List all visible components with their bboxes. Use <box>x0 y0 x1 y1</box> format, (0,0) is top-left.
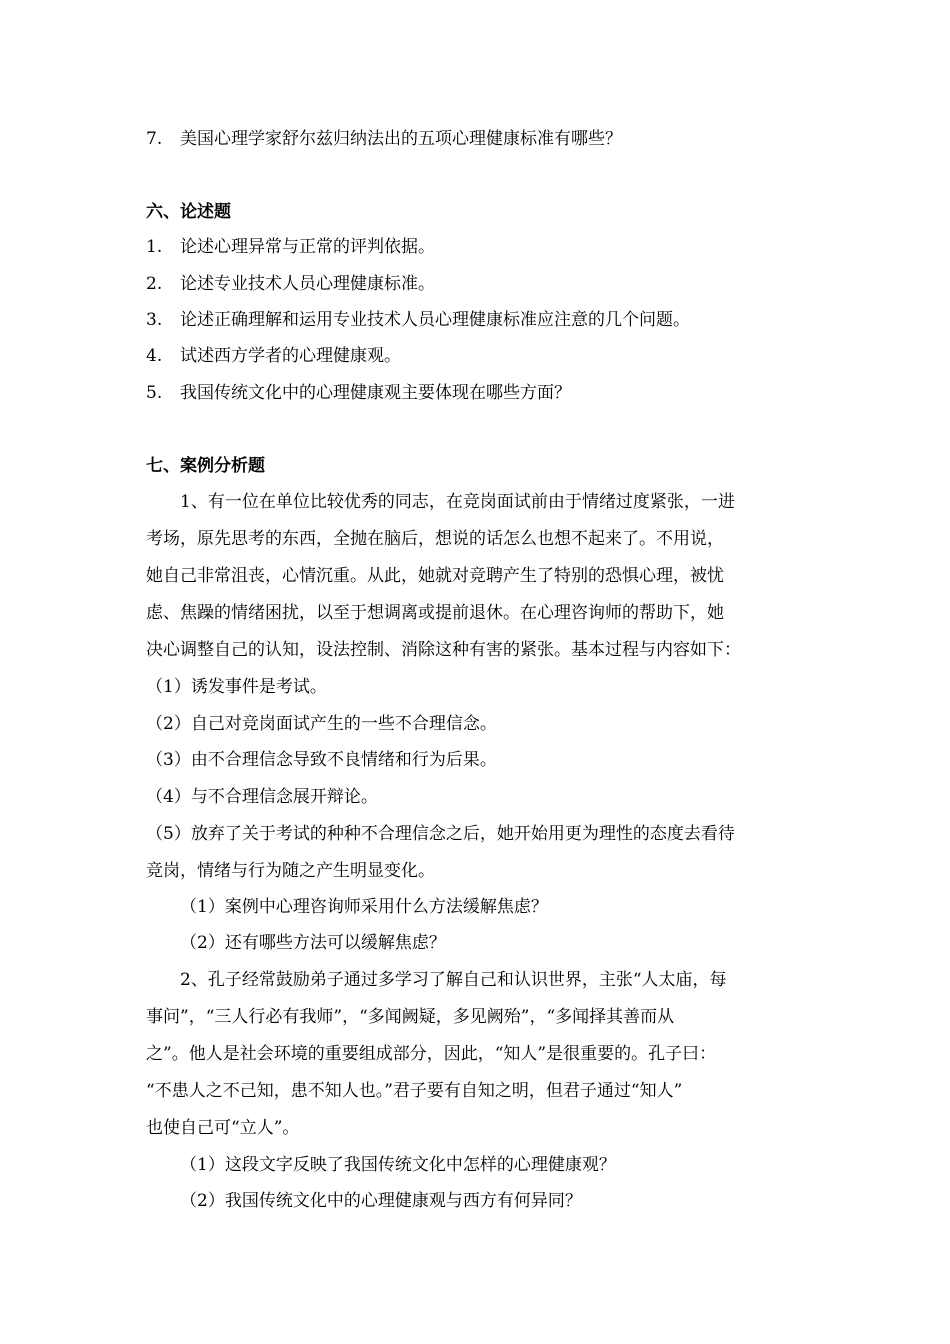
essay-item <box>146 309 690 331</box>
case1-step: （3）由不合理信念导致不良情绪和行为后果。 <box>146 750 497 770</box>
case2-line: 也使自己可“立人”。 <box>146 1118 300 1138</box>
item-text: 论述心理异常与正常的评判依据。 <box>180 237 435 257</box>
case1-step: （5）放弃了关于考试的种种不合理信念之后，她开始用更为理性的态度去看待 <box>146 824 735 844</box>
case1-step: （4）与不合理信念展开辩论。 <box>146 787 378 807</box>
case1-question: （1）案例中心理咨询师采用什么方法缓解焦虑？ <box>180 897 548 917</box>
item-text: 我国传统文化中的心理健康观主要体现在哪些方面？ <box>180 383 571 403</box>
item-text: 论述正确理解和运用专业技术人员心理健康标准应注意的几个问题。 <box>180 310 690 330</box>
case1-line: 她自己非常沮丧，心情沉重。从此，她就对竞聘产生了特别的恐惧心理，被忧 <box>146 566 724 586</box>
item-number: 1. <box>146 237 163 257</box>
section-6-title: 六、论述题 <box>146 202 231 222</box>
item-text: 论述专业技术人员心理健康标准。 <box>180 274 435 294</box>
case2-question: （2）我国传统文化中的心理健康观与西方有何异同？ <box>180 1191 582 1211</box>
essay-item <box>146 382 571 404</box>
case1-question: （2）还有哪些方法可以缓解焦虑？ <box>180 933 446 953</box>
case1-line: 考场，原先思考的东西，全抛在脑后，想说的话怎么也想不起来了。不用说， <box>146 529 724 549</box>
case2-line: 事问”，“三人行必有我师”，“多闻阙疑，多见阙殆”，“多闻择其善而从 <box>146 1007 675 1027</box>
item-number: 2. <box>146 274 163 294</box>
question-number: 7. <box>146 129 163 149</box>
case1-line: 1、有一位在单位比较优秀的同志，在竞岗面试前由于情绪过度紧张，一进 <box>180 492 735 512</box>
case1-line: 虑、焦躁的情绪困扰，以至于想调离或提前退休。在心理咨询师的帮助下，她 <box>146 603 724 623</box>
section-7-title: 七、案例分析题 <box>146 456 265 476</box>
case1-step: （1）诱发事件是考试。 <box>146 677 327 697</box>
case2-line: “不患人之不己知，患不知人也。”君子要有自知之明，但君子通过“知人” <box>146 1081 683 1101</box>
item-number: 5. <box>146 383 163 403</box>
essay-item <box>146 236 435 258</box>
case1-step: （2）自己对竞岗面试产生的一些不合理信念。 <box>146 714 497 734</box>
essay-item <box>146 345 401 367</box>
item-text: 试述西方学者的心理健康观。 <box>180 346 401 366</box>
case1-step: 竞岗，情绪与行为随之产生明显变化。 <box>146 861 435 881</box>
item-number: 3. <box>146 310 163 330</box>
case2-line: 之”。他人是社会环境的重要组成部分，因此，“知人”是很重要的。孔子曰： <box>146 1044 717 1064</box>
case1-line: 决心调整自己的认知，设法控制、消除这种有害的紧张。基本过程与内容如下： <box>146 640 741 660</box>
case2-question: （1）这段文字反映了我国传统文化中怎样的心理健康观？ <box>180 1155 616 1175</box>
question-7 <box>146 128 622 150</box>
case2-line: 2、孔子经常鼓励弟子通过多学习了解自己和认识世界，主张“人太庙，每 <box>180 970 727 990</box>
question-text: 美国心理学家舒尔兹归纳法出的五项心理健康标准有哪些？ <box>180 129 622 149</box>
essay-item <box>146 273 435 295</box>
item-number: 4. <box>146 346 163 366</box>
